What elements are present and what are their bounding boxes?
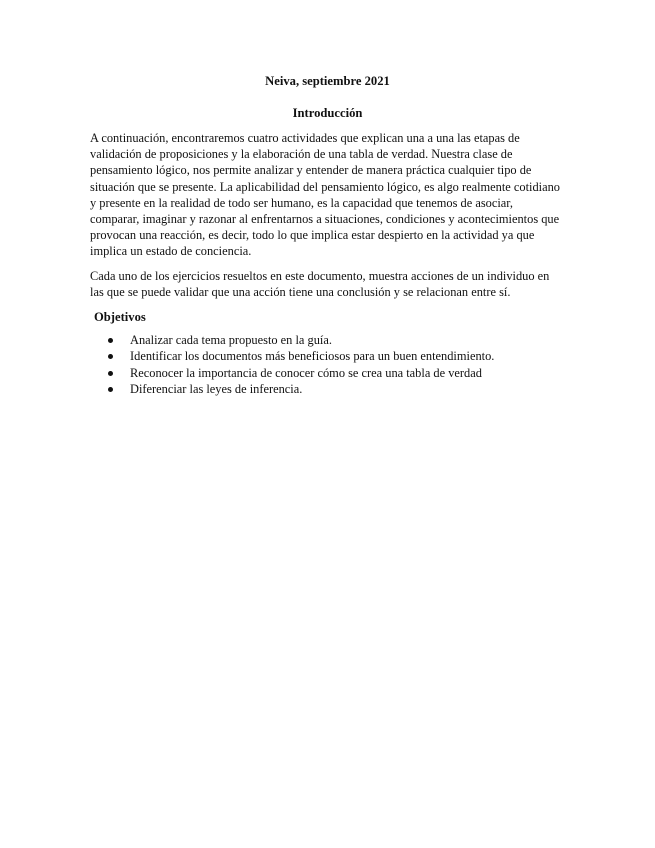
objectives-list [90, 332, 565, 398]
objective-item [108, 381, 565, 397]
bullet-icon [108, 354, 113, 359]
objective-item [108, 365, 565, 381]
date-line: Neiva, septiembre 2021 [265, 74, 390, 88]
objective-item [108, 332, 565, 348]
objective-text: Analizar cada tema propuesto en la guía. [130, 333, 332, 348]
bullet-icon [108, 387, 113, 392]
bullet-icon [108, 338, 113, 343]
objectives-title: Objetivos [94, 310, 146, 325]
objective-text: Reconocer la importancia de conocer cómo se crea una tabla de verdad [130, 365, 482, 380]
summary-paragraph: Cada uno de los ejercicios resueltos en este documento, muestra acciones de un individuo en las que se puede validar que una acción tiene una conclusión y se relacionan entre sí. [90, 268, 550, 299]
introduction-paragraph: A continuación, encontraremos cuatro actividades que explican una a una las etapas de validación de proposiciones y la elaboración de una tabla de verdad. Nuestra clase de pensamiento lógico, nos permite analizar y entender de manera práctica cualquier tipo de situación que se presente. La aplicabilidad del pensamiento lógico, es algo realmente cotidiano y presente en la realidad de todo ser humano, es la capacidad que tenemos de asociar, comparar, imaginar y razonar al enfrentarnos a situaciones, condiciones y acontecimientos que provocan una reacción, es decir, todo lo que implica estar despierto en la actividad ya que implica un estado de conciencia. [90, 131, 560, 259]
bullet-icon [108, 371, 113, 376]
document-content [90, 72, 565, 398]
objective-item [108, 348, 565, 364]
objective-text: Identificar los documentos más beneficiosos para un buen entendimiento. [130, 349, 495, 364]
objective-text: Diferenciar las leyes de inferencia. [130, 382, 303, 397]
introduction-title: Introducción [292, 106, 363, 120]
